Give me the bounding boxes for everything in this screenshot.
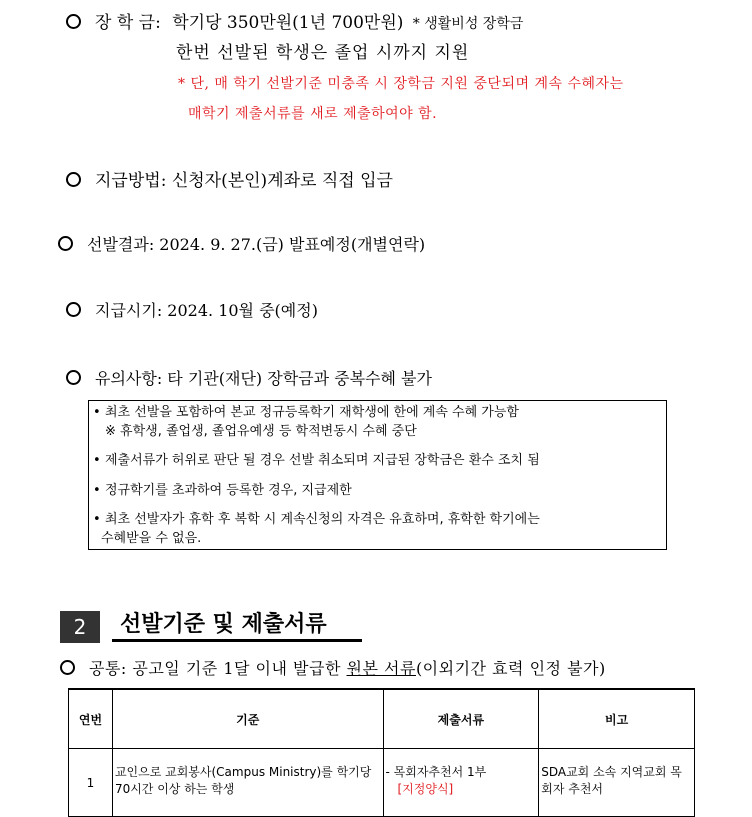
row-criteria: 교인으로 교회봉사(Campus Ministry)를 학기당 70시간 이상 하는 학생 [112, 749, 383, 817]
note-item-sub: ※ 휴학생, 졸업생, 졸업유예생 등 학적변동시 수혜 중단 [105, 424, 417, 439]
form-link-text: [지정양식] [397, 782, 454, 796]
common-line [60, 656, 606, 679]
circle-bullet-icon [66, 14, 81, 29]
row-remarks: SDA교회 소속 지역교회 목 회자 추천서 [539, 749, 695, 817]
caution-notes-box [88, 400, 667, 550]
note-item: • 정규학기를 초과하여 등록한 경우, 지급제한 [93, 483, 352, 498]
payment-time-text: 지급시기: 2024. 10월 중(예정) [95, 301, 318, 320]
caution-text: 유의사항: 타 기관(재단) 장학금과 중복수혜 불가 [95, 369, 432, 388]
selection-result-line [58, 232, 425, 255]
scholarship-note: * 생활비성 장학금 [412, 16, 524, 32]
scholarship-line2: 한번 선발된 학생은 졸업 시까지 지원 [176, 43, 470, 63]
circle-bullet-icon [66, 302, 81, 317]
section-number-badge: 2 [60, 611, 100, 643]
common-underlined: 원본 서류 [346, 659, 416, 678]
note-item: • 제출서류가 허위로 판단 될 경우 선발 취소되며 지급된 장학금은 환수 조치 됨 [93, 453, 540, 468]
circle-bullet-icon [60, 660, 75, 675]
scholarship-amount: 학기당 350만원(1년 700만원) [172, 13, 404, 33]
selection-result-text: 선발결과: 2024. 9. 27.(금) 발표예정(개별연락) [87, 235, 426, 254]
table-row [69, 749, 695, 817]
section-title: 선발기준 및 제출서류 [112, 608, 362, 642]
scholarship-line [66, 8, 523, 33]
circle-bullet-icon [66, 370, 81, 385]
header-documents: 제출서류 [383, 689, 539, 749]
header-no: 연번 [69, 689, 113, 749]
note-item: • 최초 선발을 포함하여 본교 정규등록학기 재학생에 한에 계속 수혜 가능함 [93, 405, 519, 420]
note-item-cont: 수혜받을 수 없음. [101, 531, 202, 546]
header-criteria: 기준 [112, 689, 383, 749]
common-prefix: 공통: 공고일 기준 1달 이내 발급한 [89, 659, 347, 678]
payment-method-line [66, 166, 393, 191]
row-number: 1 [69, 749, 113, 817]
payment-method-text: 지급방법: 신청자(본인)계좌로 직접 입금 [95, 171, 393, 191]
circle-bullet-icon [58, 236, 73, 251]
circle-bullet-icon [66, 172, 81, 187]
row-documents: - 목회자추천서 1부 [지정양식] [383, 749, 539, 817]
scholarship-warning-1: * 단, 매 학기 선발기준 미충족 시 장학금 지원 중단되며 계속 수혜자는 [178, 76, 624, 92]
scholarship-warning-2: 매학기 제출서류를 새로 제출하여야 함. [188, 106, 438, 122]
table-header-row [69, 689, 695, 749]
criteria-table [68, 688, 695, 817]
common-suffix: (이외기간 효력 인정 불가) [415, 659, 606, 678]
scholarship-label: 장 학 금: [95, 13, 161, 33]
header-remarks: 비고 [539, 689, 695, 749]
note-item: • 최초 선발자가 휴학 후 복학 시 계속신청의 자격은 유효하며, 휴학한 학기에는 [93, 512, 540, 527]
payment-time-line [66, 298, 318, 321]
caution-line [66, 366, 432, 389]
